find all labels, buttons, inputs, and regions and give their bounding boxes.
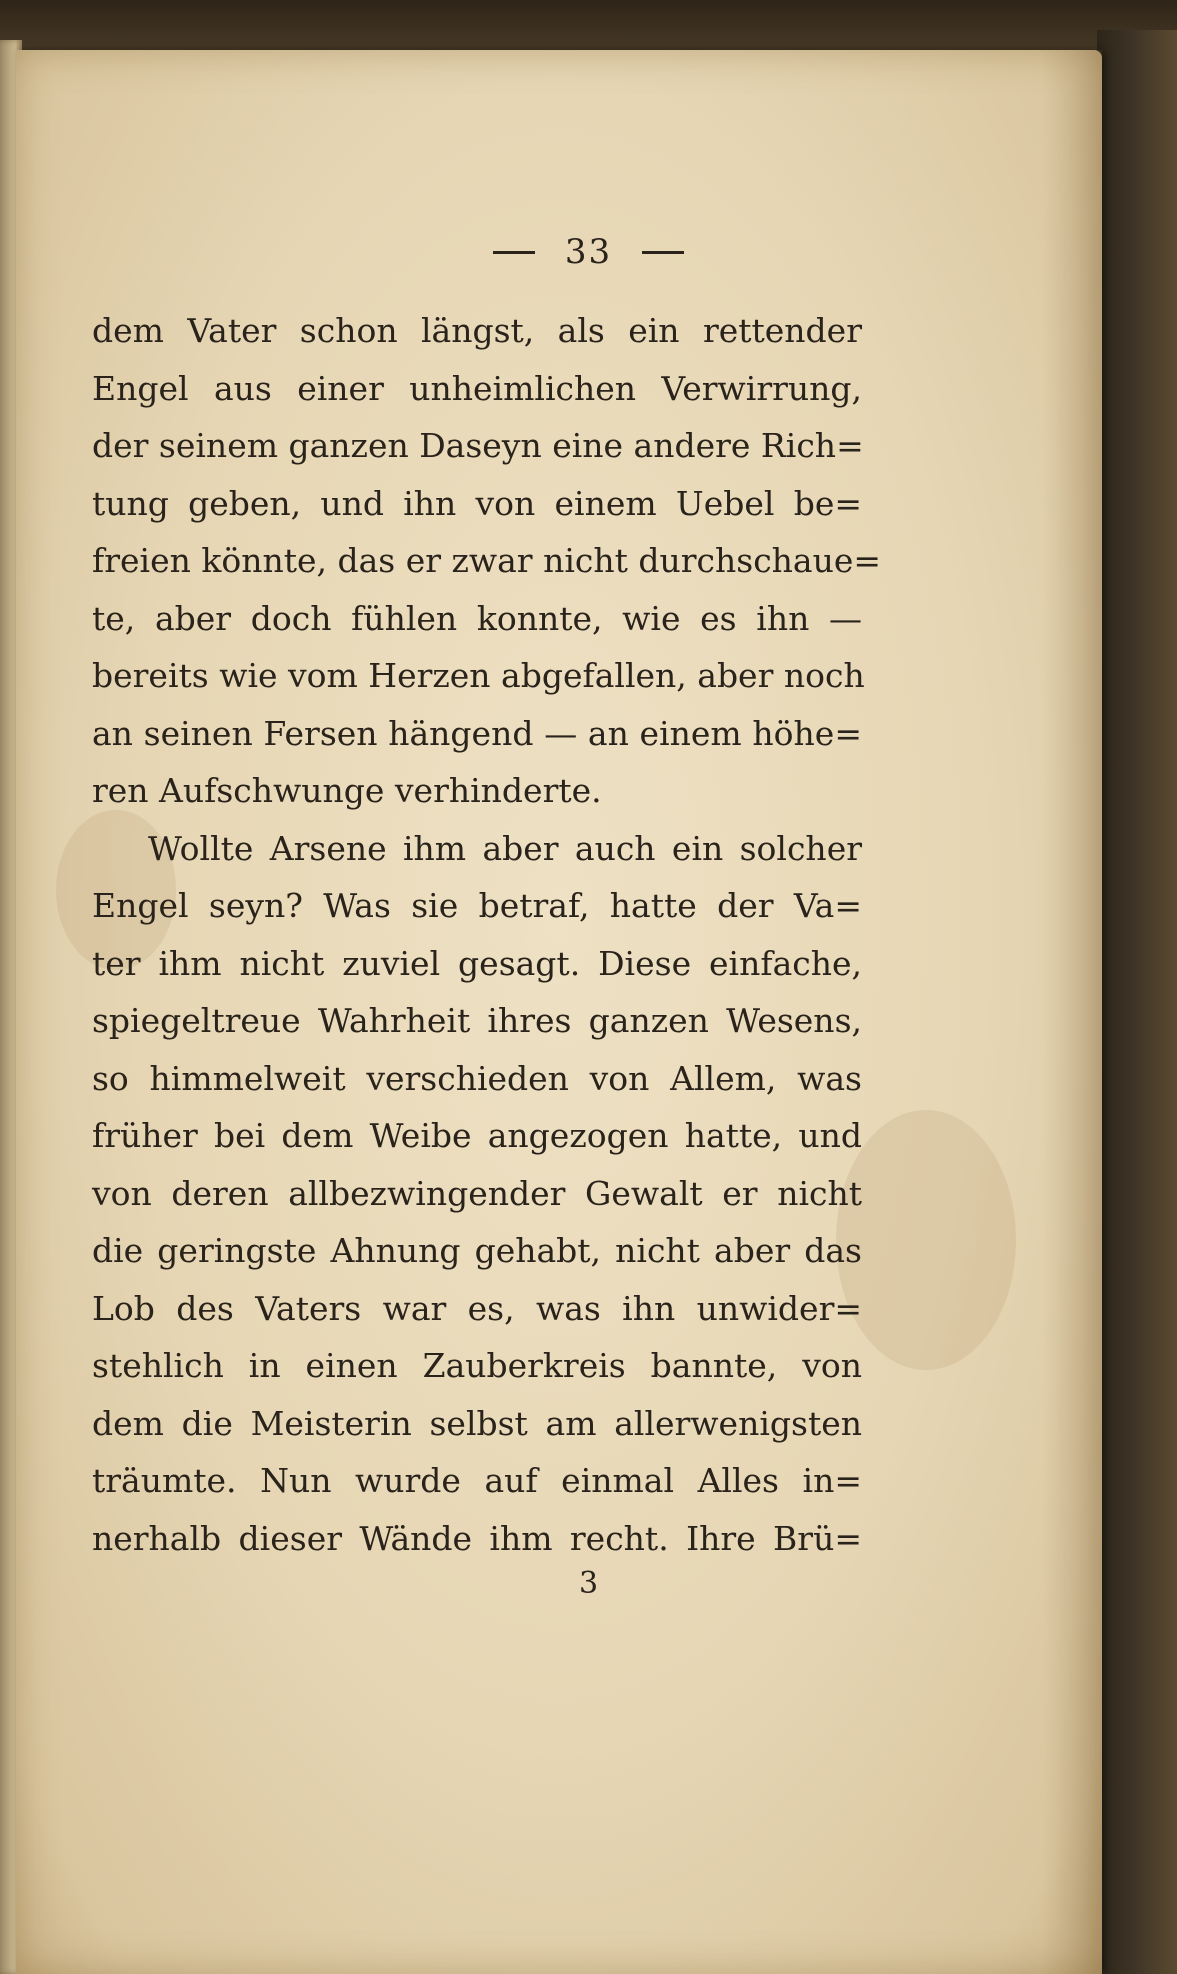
- page-stain: [836, 1110, 1016, 1370]
- text-line: Engel aus einer unheimlichen Verwirrung,: [92, 368, 862, 408]
- body-text: [92, 302, 882, 1567]
- page-gutter-shadow: [1042, 50, 1102, 1974]
- text-line: dem Vater schon längst, als ein rettender: [92, 311, 862, 350]
- text-line: der seinem ganzen Daseyn eine andere Rich=: [92, 426, 864, 465]
- page-number: 33: [564, 232, 613, 272]
- text-line: an seinen Fersen hängend — an einem höhe=: [92, 713, 862, 753]
- text-line: nerhalb dieser Wände ihm recht. Ihre Brü=: [92, 1518, 862, 1558]
- text-line: die geringste Ahnung gehabt, nicht aber das: [92, 1231, 862, 1270]
- text-line: spiegeltreue Wahrheit ihres ganzen Wesens,: [92, 1001, 862, 1040]
- text-line: tung geben, und ihn von einem Uebel be=: [92, 483, 862, 523]
- text-line: te, aber doch fühlen konnte, wie es ihn —: [92, 598, 862, 638]
- signature-mark: 3: [578, 1566, 599, 1601]
- text-line: dem die Meisterin selbst am allerwenigsten: [92, 1403, 862, 1443]
- book-cover-edge: [1097, 30, 1177, 1974]
- text-line: bereits wie vom Herzen abgefallen, aber noch: [92, 656, 865, 695]
- text-line: ren Aufschwunge verhinderte.: [92, 771, 602, 810]
- text-line: Engel seyn? Was sie betraf, hatte der Va=: [92, 886, 862, 925]
- text-line: träumte. Nun wurde auf einmal Alles in=: [92, 1461, 862, 1500]
- text-line: freien könnte, das er zwar nicht durchschaue=: [92, 541, 882, 580]
- header-dash-right: [642, 251, 684, 254]
- text-line: ter ihm nicht zuviel gesagt. Diese einfache,: [92, 943, 862, 983]
- text-line: so himmelweit verschieden von Allem, was: [92, 1058, 862, 1098]
- page-header: [0, 232, 1177, 272]
- text-line: von deren allbezwingender Gewalt er nicht: [92, 1173, 862, 1213]
- text-line: stehlich in einen Zauberkreis bannte, von: [92, 1346, 862, 1385]
- header-dash-left: [493, 251, 535, 254]
- text-line: früher bei dem Weibe angezogen hatte, und: [92, 1116, 862, 1155]
- text-line: Wollte Arsene ihm aber auch ein solcher: [148, 828, 862, 868]
- text-line: Lob des Vaters war es, was ihn unwider=: [92, 1288, 862, 1328]
